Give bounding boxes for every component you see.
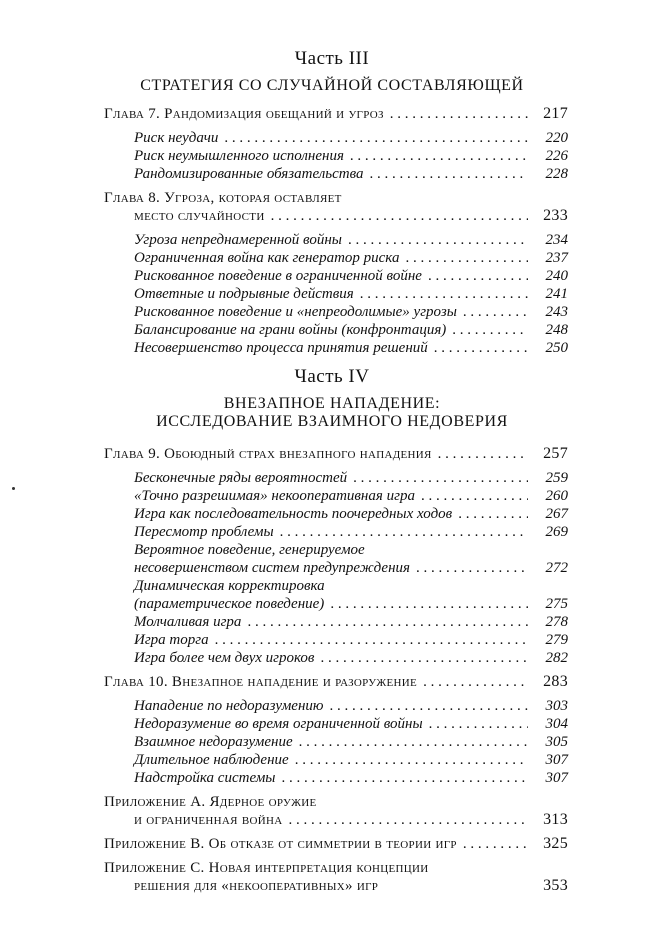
leader-dots — [434, 338, 528, 358]
toc-entry-section[interactable] — [134, 630, 568, 650]
leader-dots — [288, 810, 528, 830]
page-number: 304 — [545, 716, 568, 732]
leader-dots — [295, 750, 528, 770]
appendix-a-title-line-1[interactable]: Приложение А. Ядерное оружие — [104, 794, 317, 810]
page-number: 307 — [545, 770, 568, 786]
section-title-line-1[interactable]: Динамическая корректировка — [134, 578, 325, 594]
section-title: Молчаливая игра — [134, 614, 242, 630]
page-number: 217 — [543, 105, 568, 122]
toc-entry-section[interactable] — [134, 164, 568, 184]
section-title: Игра торга — [134, 632, 209, 648]
toc-entry-section[interactable] — [134, 338, 568, 358]
page-number: 269 — [545, 524, 568, 540]
section-title: Пересмотр проблемы — [134, 524, 274, 540]
toc-entry-section[interactable] — [134, 146, 568, 166]
leader-dots — [463, 302, 528, 322]
toc-entry-section[interactable] — [134, 648, 568, 668]
section-title: Надстройка системы — [134, 770, 276, 786]
leader-dots — [458, 504, 528, 524]
toc-entry-section[interactable] — [134, 468, 568, 488]
leader-dots — [438, 444, 528, 464]
scan-speck — [12, 487, 15, 490]
page-number: 248 — [545, 322, 568, 338]
page-number: 237 — [545, 250, 568, 266]
toc-entry-appendix-b[interactable] — [104, 834, 568, 854]
toc-entry-chapter-8[interactable] — [134, 206, 568, 226]
leader-dots — [452, 320, 528, 340]
section-title: Угроза непреднамеренной войны — [134, 232, 342, 248]
leader-dots — [370, 164, 528, 184]
toc-entry-section[interactable] — [134, 750, 568, 770]
part-3-title: СТРАТЕГИЯ СО СЛУЧАЙНОЙ СОСТАВЛЯЮЩЕЙ — [140, 77, 524, 94]
page-number: 272 — [545, 560, 568, 576]
leader-dots — [247, 612, 528, 632]
leader-dots — [390, 104, 528, 124]
leader-dots — [429, 714, 528, 734]
toc-entry-section[interactable] — [134, 486, 568, 506]
toc-entry-section[interactable] — [134, 696, 568, 716]
chapter-title: Глава 7. Рандомизация обещаний и угроз — [104, 106, 384, 122]
section-title: (параметрическое поведение) — [134, 596, 325, 612]
appendix-c-title-line-1[interactable]: Приложение С. Новая интерпретация концепции — [104, 860, 429, 876]
page-number: 305 — [545, 734, 568, 750]
section-title: Взаимное недоразумение — [134, 734, 293, 750]
leader-dots — [463, 834, 528, 854]
section-title: Ответные и подрывные действия — [134, 286, 354, 302]
page-number: 282 — [545, 650, 568, 666]
leader-dots — [416, 558, 528, 578]
page-number: 278 — [545, 614, 568, 630]
page-number: 240 — [545, 268, 568, 284]
page-number: 243 — [545, 304, 568, 320]
chapter-title: Глава 9. Обоюдный страх внезапного нападения — [104, 446, 432, 462]
toc-entry-section[interactable] — [134, 128, 568, 148]
page-number: 234 — [545, 232, 568, 248]
appendix-title: Приложение В. Об отказе от симметрии в теории игр — [104, 836, 457, 852]
toc-entry-section[interactable] — [134, 230, 568, 250]
leader-dots — [428, 266, 528, 286]
appendix-title: решения для «некооперативных» игр — [134, 878, 379, 894]
section-title: Рискованное поведение и «непреодолимые» угрозы — [134, 304, 457, 320]
page-number: 313 — [543, 811, 568, 828]
toc-entry-chapter-10[interactable] — [104, 672, 568, 692]
page-number: 353 — [543, 877, 568, 894]
toc-entry-section[interactable] — [134, 714, 568, 734]
page-number: 283 — [543, 673, 568, 690]
leader-dots — [329, 696, 528, 716]
toc-entry-section[interactable] — [134, 768, 568, 788]
chapter-8-title-line-1[interactable]: Глава 8. Угроза, которая оставляет — [104, 190, 342, 206]
page-number: 233 — [543, 207, 568, 224]
leader-dots — [348, 230, 528, 250]
toc-entry-section[interactable] — [134, 320, 568, 340]
page-number: 257 — [543, 445, 568, 462]
toc-entry-section[interactable] — [134, 284, 568, 304]
section-title: Игра более чем двух игроков — [134, 650, 315, 666]
leader-dots — [405, 248, 528, 268]
page-number: 241 — [545, 286, 568, 302]
leader-dots — [271, 206, 528, 226]
section-title: Игра как последовательность поочередных ходов — [134, 506, 453, 522]
page-number: 267 — [545, 506, 568, 522]
leader-dots — [280, 522, 528, 542]
toc-entry-section[interactable] — [134, 248, 568, 268]
toc-entry-section[interactable] — [134, 266, 568, 286]
page-number: 259 — [545, 470, 568, 486]
page-number: 325 — [543, 835, 568, 852]
page-number: 220 — [545, 130, 568, 146]
section-title: Ограниченная война как генератор риска — [134, 250, 400, 266]
page-number: 226 — [545, 148, 568, 164]
toc-entry-chapter-9[interactable] — [104, 444, 568, 464]
part-3-label: Часть III — [294, 48, 370, 69]
section-title: Рандомизированные обязательства — [134, 166, 364, 182]
toc-entry-appendix-c[interactable] — [134, 876, 568, 896]
page-number: 260 — [545, 488, 568, 504]
leader-dots — [299, 732, 528, 752]
section-title: Балансирование на грани войны (конфронтация) — [134, 322, 447, 338]
page-number: 303 — [545, 698, 568, 714]
leader-dots — [320, 648, 528, 668]
chapter-title: место случайности — [134, 208, 265, 224]
toc-entry-section[interactable] — [134, 732, 568, 752]
leader-dots — [360, 284, 528, 304]
toc-entry-section[interactable] — [134, 522, 568, 542]
section-title: Недоразумение во время ограниченной войны — [134, 716, 423, 732]
leader-dots — [330, 594, 528, 614]
page-number: 279 — [545, 632, 568, 648]
leader-dots — [421, 486, 528, 506]
section-title: несовершенством систем предупреждения — [134, 560, 410, 576]
toc-entry-section[interactable] — [134, 558, 568, 578]
part-4-title-line-1: ВНЕЗАПНОЕ НАПАДЕНИЕ: — [223, 395, 441, 412]
leader-dots — [215, 630, 528, 650]
page-number: 307 — [545, 752, 568, 768]
leader-dots — [224, 128, 528, 148]
page-number: 275 — [545, 596, 568, 612]
toc-entry-section[interactable] — [134, 594, 568, 614]
toc-entry-section[interactable] — [134, 612, 568, 632]
section-title: Несовершенство процесса принятия решений — [134, 340, 428, 356]
leader-dots — [423, 672, 528, 692]
toc-entry-section[interactable] — [134, 504, 568, 524]
toc-entry-section[interactable] — [134, 302, 568, 322]
page-number: 250 — [545, 340, 568, 356]
section-title-line-1[interactable]: Вероятное поведение, генерируемое — [134, 542, 365, 558]
chapter-title: Глава 10. Внезапное нападение и разоружение — [104, 674, 418, 690]
section-title: Длительное наблюдение — [134, 752, 289, 768]
page-number: 228 — [545, 166, 568, 182]
section-title: Риск неумышленного исполнения — [134, 148, 344, 164]
toc-entry-chapter-7[interactable] — [104, 104, 568, 124]
leader-dots — [353, 468, 528, 488]
part-4-label: Часть IV — [294, 366, 370, 387]
part-4-title-line-2: ИССЛЕДОВАНИЕ ВЗАИМНОГО НЕДОВЕРИЯ — [156, 413, 508, 430]
leader-dots — [281, 768, 528, 788]
section-title: Бесконечные ряды вероятностей — [134, 470, 348, 486]
section-title: Нападение по недоразумению — [134, 698, 324, 714]
toc-entry-appendix-a[interactable] — [134, 810, 568, 830]
section-title: Рискованное поведение в ограниченной войне — [134, 268, 422, 284]
appendix-title: и ограниченная война — [134, 812, 283, 828]
section-title: Риск неудачи — [134, 130, 219, 146]
section-title: «Точно разрешимая» некооперативная игра — [134, 488, 415, 504]
leader-dots — [350, 146, 528, 166]
